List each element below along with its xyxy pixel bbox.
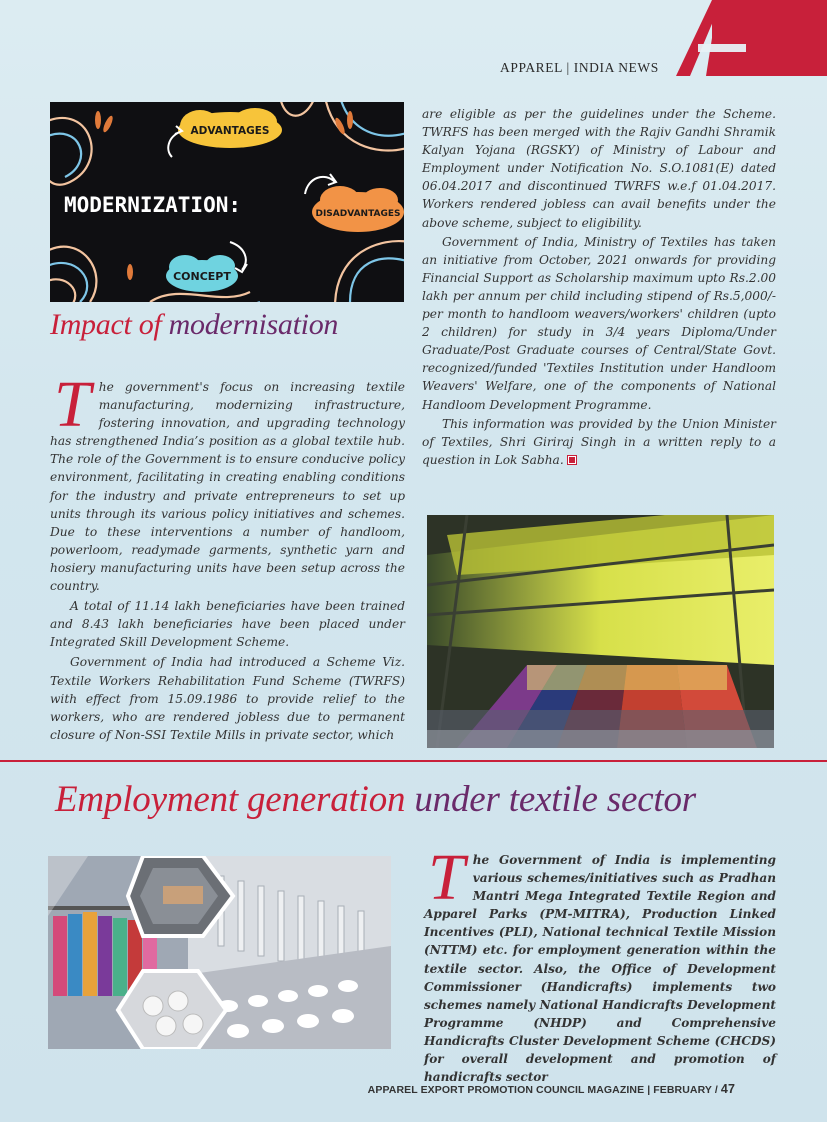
- bubble-advantages: ADVANTAGES: [190, 125, 270, 137]
- modernization-infographic: [50, 102, 404, 302]
- infographic-title: MODERNIZATION:: [64, 193, 242, 217]
- article2-title: [55, 778, 696, 821]
- article1-title-part2: modernisation: [168, 308, 339, 341]
- article1-column-left: [50, 368, 405, 744]
- article2-dropcap: T: [428, 841, 465, 914]
- article1-paragraph-5: This information was provided by the Union Minister of Textiles, Shri Giriraj Singh in a written reply to a question in Lok Sabha.: [422, 416, 776, 467]
- bubble-disadvantages: DISADVANTAGES: [315, 209, 401, 219]
- magazine-logo: [676, 0, 827, 76]
- page-number: 47: [720, 1082, 735, 1096]
- article1-title-part1: Impact of: [50, 308, 162, 341]
- loom-photo: [427, 515, 774, 748]
- article1-dropcap: T: [54, 368, 91, 441]
- article1-paragraph-2: A total of 11.14 lakh beneficiaries have been trained and 8.43 lakh beneficiaries have been placed under Integrated Skill Development Scheme.: [50, 599, 405, 650]
- section-divider: [0, 760, 827, 762]
- article1-column-right: [422, 105, 776, 469]
- bubble-concept: CONCEPT: [173, 270, 231, 283]
- article2-column: [424, 841, 776, 1086]
- textile-factory-collage: [48, 856, 391, 1049]
- article2-title-part2: under textile sector: [414, 779, 697, 820]
- article2-paragraph-1: The Government of India is implementing various schemes/initiatives such as Pradhan Mantri Mega Integrated Textile Region and Apparel Parks (PM-MITRA), Production Linked Incentives (PLI), National technical Textile Mission (NTTM) etc. for employment generation within the textile sector. Also, the Office of Development Commissioner (Handicrafts) implements two schemes namely National Handicrafts Development Programme (NHDP) and Comprehensive Handicrafts Cluster Development Scheme (CHCDS) for overall development and promotion of handicrafts sector: [424, 841, 776, 1085]
- article1-paragraph-4: Government of India, Ministry of Textiles has taken an initiative from October, 2021 onwards for providing Financial Support as Scholarship maximum upto Rs.2.00 lakh per annum per child including stipend of Rs.5,000/- per month to handloom weavers/workers' children (upto 2 children) for study in 3/4 years Diploma/Under Graduate/Post Graduate courses of Central/State Govt. recognized/funded 'Textiles Institution under Handloom Weavers' Welfare, one of the components of National Handloom Development Programme.: [422, 234, 776, 412]
- article1-paragraph-3: Government of India had introduced a Scheme Viz. Textile Workers Rehabilitation Fund Scheme (TWRFS) with effect from 15.09.1986 to provide relief to the workers, who are rendered jobless due to permanent closure of Non-SSI Textile Mills in private sector, which: [50, 655, 405, 742]
- article1-title: [50, 308, 338, 342]
- section-label: APPAREL | INDIA NEWS: [500, 60, 659, 75]
- article2-title-part1: Employment generation: [55, 779, 406, 820]
- article1-paragraph-1: The government's focus on increasing textile manufacturing, modernizing infrastructure, fostering innovation, and upgrading technology has strengthened India’s position as a global textile hub. The role of the Government is to ensure conducive policy environment, facilitating in creating enabling conditions for the industry and private entrepreneurs to set up units through its various policy initiatives and schemes. Due to these interventions a number of handloom, powerloom, readymade garments, synthetic yarn and hosiery manufacturing units have been setup across the country.: [50, 368, 405, 594]
- page-footer: [368, 1082, 735, 1096]
- article1-paragraph-3-continued: are eligible as per the guidelines under the Scheme. TWRFS has been merged with the Rajiv Gandhi Shramik Kalyan Yojana (RGSKY) of Ministry of Labour and Employment under Notification No. S.O.1081(E) dated 06.04.2017 and discontinued TWRFS w.e.f 01.04.2017. Workers rendered jobless can avail benefits under the above scheme, subject to eligibility.: [422, 107, 776, 230]
- footer-text: APPAREL EXPORT PROMOTION COUNCIL MAGAZINE | FEBRUARY /: [367, 1084, 718, 1096]
- end-mark-icon: [568, 456, 576, 464]
